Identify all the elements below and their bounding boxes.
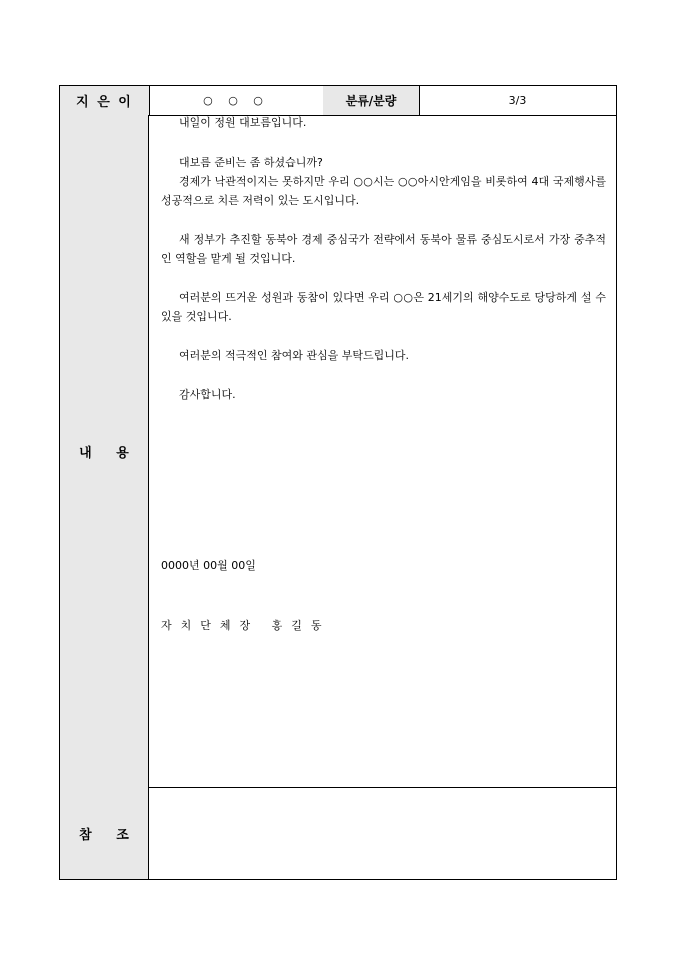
category-value: 3/3	[508, 94, 527, 107]
paragraph: 대보름 준비는 좀 하셨습니까?	[179, 156, 323, 169]
paragraph: 경제가 낙관적이지는 못하지만 우리 ○○시는 ○○아시안게임을 비롯하여 4대 국제행사를 성공적으로 치른 저력이 있는 도시입니다.	[161, 175, 606, 207]
author-label: 지 은 이	[60, 86, 150, 115]
content-row	[60, 115, 616, 788]
content-cell	[149, 115, 616, 787]
reference-label: 참 조	[60, 787, 149, 879]
reference-row	[60, 787, 616, 879]
paragraph: 내일이 정원 대보름입니다.	[179, 116, 307, 129]
document-form	[59, 85, 617, 880]
paragraph: 여러분의 적극적인 참여와 관심을 부탁드립니다.	[179, 349, 410, 362]
paragraph: 여러분의 뜨거운 성원과 동참이 있다면 우리 ○○은 21세기의 해양수도로 당당하게 설 수 있을 것입니다.	[161, 291, 606, 323]
paragraph: 새 정부가 추진할 동북아 경제 중심국가 전략에서 동북아 물류 중심도시로서 가장 중추적인 역할을 맡게 될 것입니다.	[161, 233, 606, 265]
category-label: 분류/분량	[323, 86, 420, 115]
date: 0000년 00월 00일	[161, 559, 256, 572]
author-value: ○ ○ ○	[149, 86, 324, 115]
signature: 자치단체장 홍길동	[161, 619, 331, 632]
reference-cell	[149, 787, 616, 879]
paragraph: 감사합니다.	[179, 388, 236, 401]
content-label: 내 용	[60, 115, 149, 787]
header-row	[60, 86, 616, 116]
